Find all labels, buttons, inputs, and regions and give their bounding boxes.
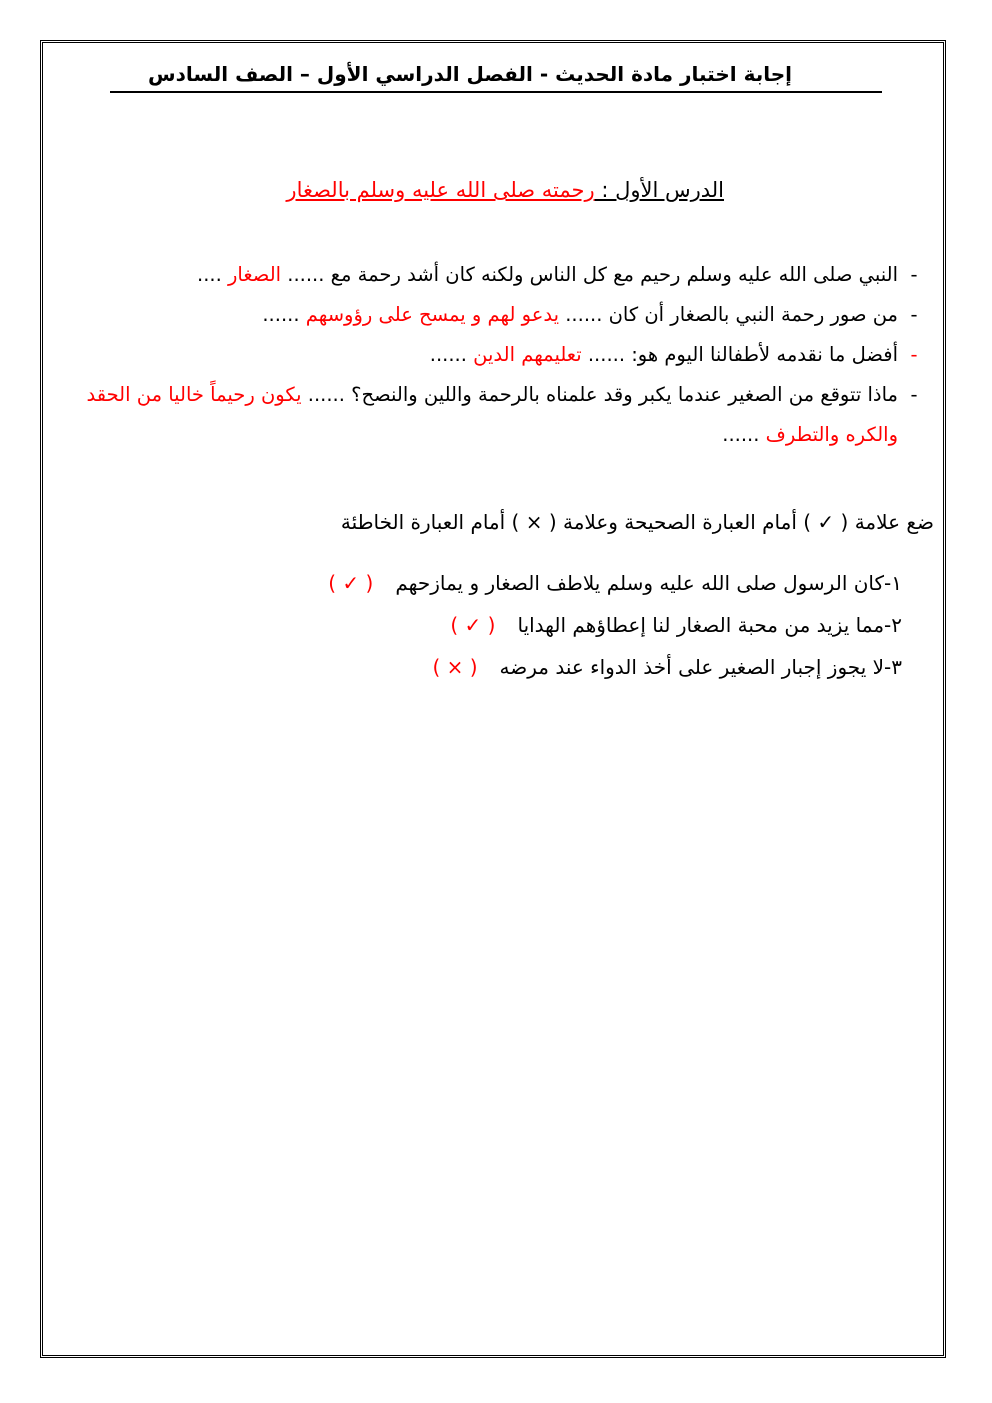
true-false-item — [102, 604, 902, 646]
question-answer: يكون رحيماً خاليا من الحقد والكره والتطرف — [86, 383, 898, 446]
question-answer: يدعو لهم و يمسح على رؤوسهم — [305, 303, 560, 326]
bullet-dash: - — [910, 343, 918, 366]
true-false-item — [102, 562, 902, 604]
question-answer: الصغار — [228, 263, 282, 286]
page-title: إجابة اختبار مادة الحديث - الفصل الدراسي الأول – الصف السادس — [110, 60, 882, 93]
question-item — [70, 335, 930, 375]
cross-mark-answer: ( × ) — [432, 655, 478, 679]
question-text: أفضل ما نقدمه لأطفالنا اليوم هو: ...... — [587, 343, 898, 366]
answer-dots: .... — [197, 263, 229, 286]
question-item — [70, 375, 930, 455]
true-false-list — [102, 562, 902, 688]
question-item — [70, 255, 930, 295]
answer-dots: ...... — [429, 343, 474, 366]
question-text: ماذا تتوقع من الصغير عندما يكبر وقد علمناه بالرحمة واللين والنصح؟ ...... — [307, 383, 898, 406]
bullet-dash: - — [910, 263, 918, 286]
check-mark-answer: ( ✓ ) — [328, 571, 374, 595]
statement-text: ٣-لا يجوز إجبار الصغير على أخذ الدواء عند مرضه — [499, 655, 902, 679]
page-border — [40, 40, 946, 1358]
bullet-dash: - — [910, 303, 918, 326]
bullet-dash: - — [910, 383, 918, 406]
question-text: من صور رحمة النبي بالصغار أن كان ...... — [565, 303, 898, 326]
question-item — [70, 295, 930, 335]
lesson-label: الدرس الأول : — [594, 178, 724, 202]
check-mark-answer: ( ✓ ) — [450, 613, 496, 637]
answer-dots: ...... — [722, 423, 766, 446]
statement-text: ٢-مما يزيد من محبة الصغار لنا إعطاؤهم الهدايا — [517, 613, 902, 637]
true-false-item — [102, 646, 902, 688]
questions-section — [70, 255, 930, 455]
question-text: النبي صلى الله عليه وسلم رحيم مع كل الناس ولكنه كان أشد رحمة مع ...... — [287, 263, 898, 286]
statement-text: ١-كان الرسول صلى الله عليه وسلم يلاطف الصغار و يمازحهم — [395, 571, 902, 595]
answer-dots: ...... — [262, 303, 306, 326]
true-false-instruction: ضع علامة ( ✓ ) أمام العبارة الصحيحة وعلامة ( × ) أمام العبارة الخاطئة — [340, 510, 934, 534]
question-answer: تعليمهم الدين — [473, 343, 582, 366]
lesson-title: رحمته صلى الله عليه وسلم بالصغار — [286, 178, 595, 202]
lesson-heading — [286, 175, 724, 205]
